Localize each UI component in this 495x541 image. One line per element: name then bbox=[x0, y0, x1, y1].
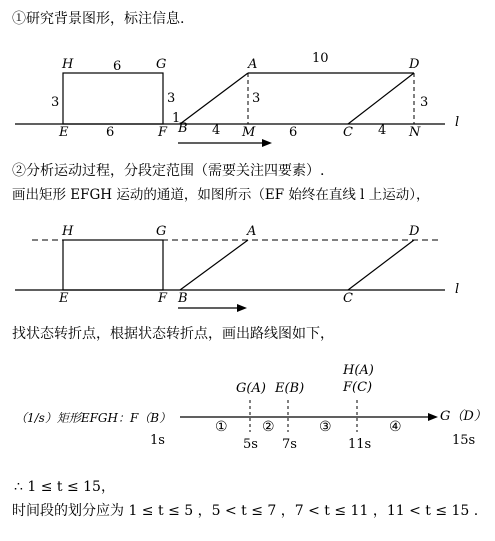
timeline-segment-3: ③ bbox=[319, 419, 332, 435]
length-ef: 6 bbox=[106, 125, 115, 140]
timeline-segment-4: ④ bbox=[389, 419, 402, 435]
length-fg: 3 bbox=[167, 91, 176, 106]
label-l-2: l bbox=[455, 282, 460, 297]
label-m: M bbox=[242, 125, 256, 140]
conclusion-text: ∴ 1 ≤ t ≤ 15， bbox=[14, 479, 115, 495]
step2-description: 画出矩形 EFGH 运动的通道，如图所示（EF 始终在直线 l 上运动）， bbox=[12, 187, 430, 203]
step3-text: 找状态转折点，根据状态转折点，画出路线图如下， bbox=[12, 326, 334, 342]
length-cn: 4 bbox=[378, 123, 387, 138]
length-fb: 1 bbox=[172, 111, 181, 126]
length-dn: 3 bbox=[420, 95, 429, 110]
label-h-2: H bbox=[62, 224, 74, 239]
timeline-mark-ga: G(A) bbox=[236, 381, 266, 396]
timeline-mark-fc: F(C) bbox=[343, 380, 373, 395]
label-a: A bbox=[248, 57, 258, 72]
length-bm: 4 bbox=[212, 123, 221, 138]
timeline-time-11s: 11s bbox=[348, 437, 372, 452]
timeline-start-time: 1s bbox=[150, 433, 165, 448]
timeline-left-label: （1/s）矩形EFGH：F（B） bbox=[15, 411, 172, 425]
label-b: B bbox=[178, 121, 188, 136]
timeline-arrow-head bbox=[428, 413, 438, 421]
length-hg: 6 bbox=[113, 59, 122, 74]
length-mc: 6 bbox=[289, 125, 298, 140]
label-h: H bbox=[62, 57, 74, 72]
length-eh: 3 bbox=[51, 95, 60, 110]
label-e-2: E bbox=[59, 291, 69, 306]
label-f-2: F bbox=[158, 291, 168, 306]
label-b-2: B bbox=[178, 291, 188, 306]
timeline-segment-2: ② bbox=[262, 419, 275, 435]
division-text: 时间段的划分应为 1 ≤ t ≤ 5 ，5 < t ≤ 7 ，7 < t ≤ 11 ，11 < t ≤ 15 . bbox=[12, 503, 479, 519]
label-c-2: C bbox=[343, 291, 353, 306]
step1-text: ①研究背景图形，标注信息. bbox=[12, 11, 185, 27]
timeline-right-label: G（D） bbox=[440, 409, 487, 424]
label-e: E bbox=[59, 125, 69, 140]
length-ad: 10 bbox=[312, 51, 329, 66]
label-g: G bbox=[156, 57, 167, 72]
label-l: l bbox=[455, 115, 460, 130]
step2-text: ②分析运动过程，分段定范围（需要关注四要素）. bbox=[12, 163, 325, 179]
timeline-mark-eb: E(B) bbox=[275, 381, 305, 396]
label-d: D bbox=[409, 57, 420, 72]
label-c: C bbox=[343, 125, 353, 140]
timeline-time-7s: 7s bbox=[282, 437, 297, 452]
timeline-end-time: 15s bbox=[452, 433, 476, 448]
timeline-mark-ha: H(A) bbox=[343, 363, 374, 378]
label-g-2: G bbox=[156, 224, 167, 239]
label-f: F bbox=[158, 125, 168, 140]
label-a-2: A bbox=[247, 224, 257, 239]
timeline-time-5s: 5s bbox=[243, 437, 258, 452]
timeline-segment-1: ① bbox=[215, 419, 228, 435]
label-d-2: D bbox=[409, 224, 420, 239]
length-am: 3 bbox=[252, 91, 261, 106]
label-n: N bbox=[409, 125, 421, 140]
